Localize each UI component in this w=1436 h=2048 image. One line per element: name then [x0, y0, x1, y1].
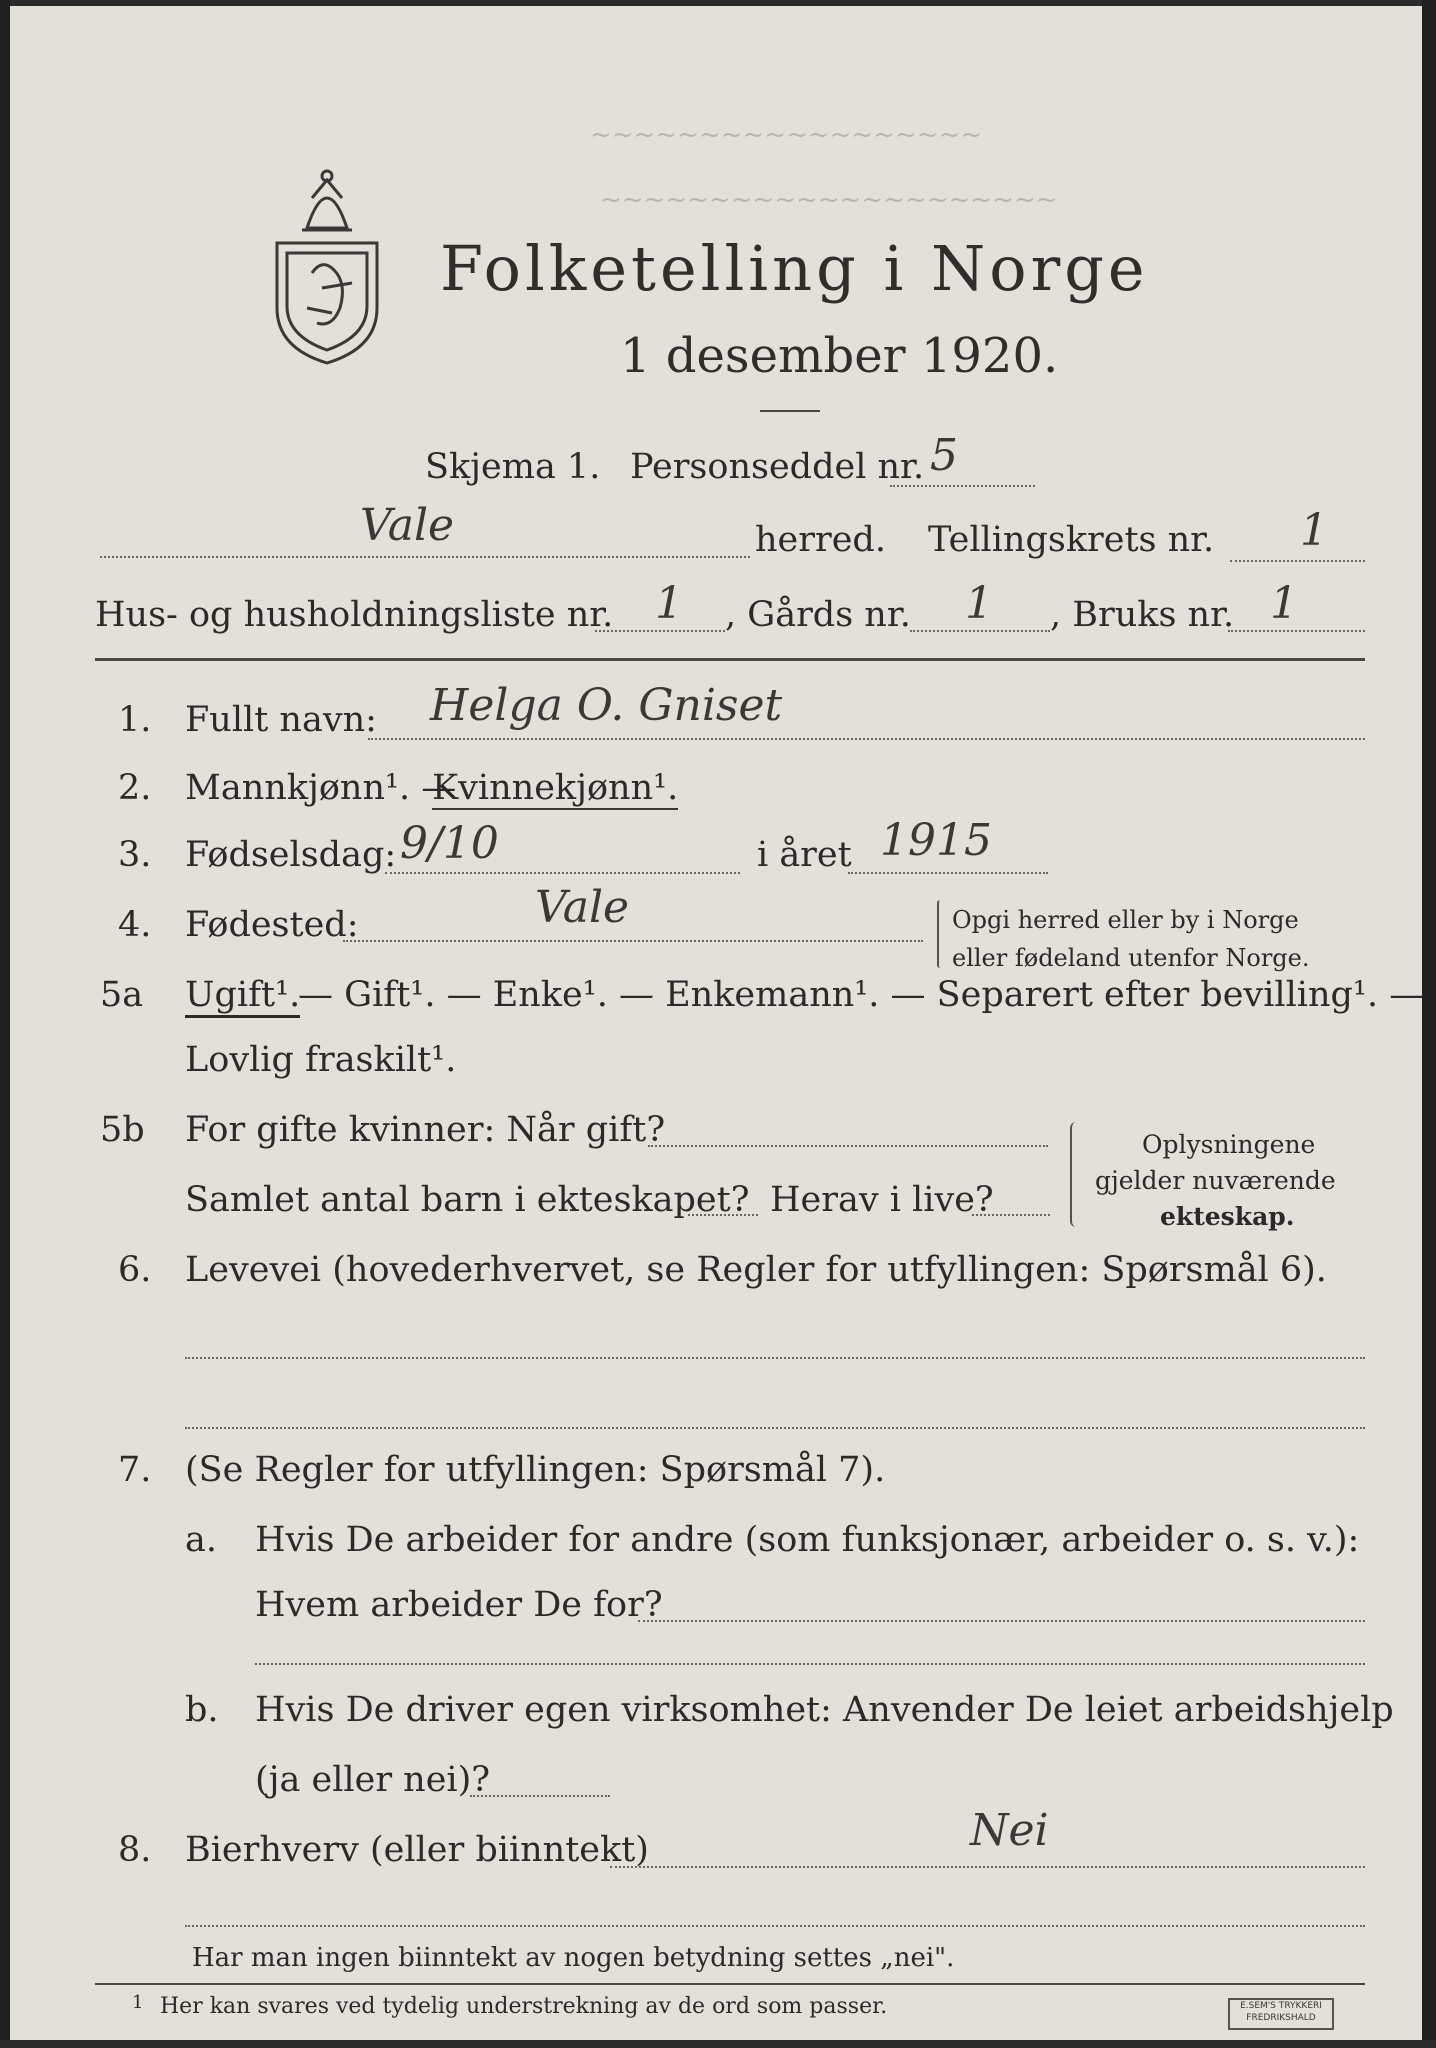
q5b-brace — [1070, 1122, 1082, 1227]
q7a-field-line2 — [255, 1663, 1365, 1665]
bleed-through-text: ~~~~~~~~~~~~~~~~~~~~~ — [600, 185, 1058, 215]
q6-field-line1 — [185, 1357, 1365, 1359]
q5b-note-line3: ekteskap. — [1160, 1202, 1295, 1231]
hus-field-line — [595, 630, 725, 632]
q5b-number: 5b — [100, 1110, 145, 1150]
q5b-children-field-line — [688, 1214, 758, 1216]
q7a-line2: Hvem arbeider De for? — [255, 1585, 663, 1625]
q5b-married-label: For gifte kvinner: Når gift? — [185, 1110, 666, 1150]
hus-value: 1 — [655, 578, 683, 629]
q8-field-line2 — [185, 1925, 1365, 1927]
q5a-line2: Lovlig fraskilt¹. — [185, 1040, 457, 1080]
scan-border-bottom — [0, 2040, 1436, 2048]
tellingskrets-label: Tellingskrets nr. — [928, 520, 1215, 560]
q3-year-value: 1915 — [880, 815, 992, 866]
q6-label: Levevei (hovederhvervet, se Regler for utfyllingen: Spørsmål 6). — [185, 1250, 1327, 1290]
q1-label: Fullt navn: — [185, 700, 377, 740]
tellingskrets-field-line — [1230, 560, 1365, 562]
scan-border-left — [0, 0, 10, 2048]
q8-field-line1 — [610, 1866, 1365, 1868]
q5a-options: — Gift¹. — Enke¹. — Enkemann¹. — Separert efter bevilling¹. — — [298, 975, 1425, 1015]
gards-value: 1 — [965, 578, 993, 629]
q5b-alive-label: Herav i live? — [770, 1180, 994, 1220]
q3-label: Fødselsdag: — [185, 835, 397, 875]
q3-birthday-value: 9/10 — [400, 818, 499, 869]
q8-value: Nei — [970, 1805, 1049, 1856]
herred-value: Vale — [360, 500, 455, 551]
q5b-note-line2: gjelder nuværende — [1095, 1166, 1336, 1195]
scan-border-right — [1422, 0, 1436, 2048]
q4-birthplace-value: Vale — [535, 882, 630, 933]
q8-label: Bierhverv (eller biinntekt) — [185, 1830, 649, 1870]
q7b-field-line — [470, 1795, 610, 1797]
gards-label: , Gårds nr. — [725, 595, 911, 635]
bruks-value: 1 — [1270, 578, 1298, 629]
footer-note: Har man ingen biinntekt av nogen betydning settes „nei". — [192, 1943, 955, 1973]
q1-full-name-value: Helga O. Gniset — [430, 680, 783, 731]
herred-label: herred. — [755, 520, 886, 560]
q3-birthday-field-line — [385, 872, 740, 874]
personseddel-label: Personseddel nr. — [630, 447, 925, 487]
form-title: Folketelling i Norge — [440, 232, 1149, 305]
bruks-field-line — [1228, 630, 1365, 632]
q4-note-line2: eller fødeland utenfor Norge. — [952, 944, 1310, 972]
q1-number: 1. — [118, 700, 152, 740]
q6-field-line2 — [185, 1427, 1365, 1429]
census-date: 1 desember 1920. — [620, 328, 1059, 384]
q5b-children-label: Samlet antal barn i ekteskapet? — [185, 1180, 750, 1220]
q4-note-line1: Opgi herred eller by i Norge — [952, 906, 1299, 934]
q5a-number: 5a — [100, 975, 144, 1015]
personseddel-field-line — [890, 485, 1035, 487]
footnote-text: Her kan svares ved tydelig understrekning av de ord som passer. — [160, 1994, 888, 2019]
bleed-through-text: ~~~~~~~~~~~~~~~~~~ — [590, 120, 983, 150]
q3-year-label: i året — [757, 835, 852, 875]
q4-field-line — [343, 940, 923, 942]
q2-kvinnekjonn-label-underlined: Kvinnekjønn¹. — [432, 768, 679, 808]
q3-year-field-line — [848, 872, 1048, 874]
q7a-line1: Hvis De arbeider for andre (som funksjonær, arbeider o. s. v.): — [255, 1520, 1360, 1560]
tellingskrets-value: 1 — [1300, 505, 1328, 556]
q6-number: 6. — [118, 1250, 152, 1290]
q7-label: (Se Regler for utfyllingen: Spørsmål 7). — [185, 1450, 886, 1490]
gards-field-line — [910, 630, 1050, 632]
q3-number: 3. — [118, 835, 152, 875]
q1-field-line — [368, 738, 1365, 740]
q7a-field-line1 — [638, 1620, 1365, 1622]
title-divider — [760, 410, 820, 412]
coat-of-arms-icon — [262, 158, 392, 372]
bruks-label: , Bruks nr. — [1050, 595, 1235, 635]
q5b-note-line1: Oplysningene — [1142, 1130, 1316, 1159]
q2-mannkjonn-label: Mannkjønn¹. — — [185, 768, 457, 808]
q5b-alive-field-line — [972, 1214, 1050, 1216]
q7b-letter: b. — [185, 1690, 219, 1730]
q7b-line2: (ja eller nei)? — [255, 1760, 491, 1800]
q8-number: 8. — [118, 1830, 152, 1870]
q7a-letter: a. — [185, 1520, 217, 1560]
q4-number: 4. — [118, 905, 152, 945]
hus-label: Hus- og husholdningsliste nr. — [95, 595, 614, 635]
herred-field-line — [100, 556, 750, 558]
q4-label: Fødested: — [185, 905, 359, 945]
q7b-line1: Hvis De driver egen virksomhet: Anvender De leiet arbeidshjelp — [255, 1690, 1394, 1730]
q5b-married-field-line — [648, 1145, 1048, 1147]
q7-number: 7. — [118, 1450, 152, 1490]
printer-stamp: E.SEM'S TRYKKERI FREDRIKSHALD — [1228, 1998, 1334, 2030]
header-separator — [95, 658, 1365, 661]
q2-number: 2. — [118, 768, 152, 808]
personseddel-value: 5 — [930, 430, 958, 481]
q4-brace — [937, 900, 943, 968]
footnote-number: 1 — [132, 1992, 144, 2013]
q5a-ugift-underlined: Ugift¹. — [185, 975, 300, 1018]
footer-separator — [95, 1983, 1365, 1985]
skjema-label: Skjema 1. — [425, 447, 601, 487]
scan-border-top — [0, 0, 1436, 6]
